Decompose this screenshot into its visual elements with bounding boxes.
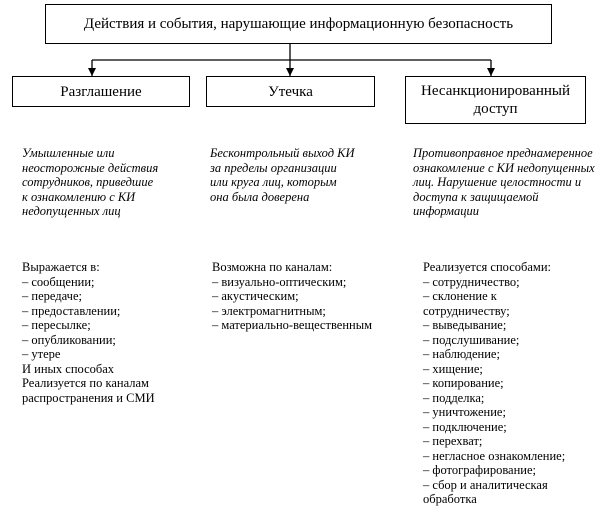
details-line: – опубликовании; (22, 332, 116, 347)
details-line: И иных способах (22, 361, 115, 376)
details-line: – выведывание; (423, 318, 507, 332)
details-line: сотрудничеству; (423, 303, 510, 318)
details-line: – хищение; (423, 361, 483, 376)
description-line: она была доверена (210, 189, 310, 204)
description-line: ознакомление с КИ недопущенных (413, 160, 595, 175)
details-line: – фотографирование; (423, 463, 537, 477)
description-line: или круга лиц, которым (210, 175, 337, 189)
category-title-line: доступ (473, 101, 518, 117)
description-line: сотрудников, приведшие (22, 175, 154, 189)
category-title (268, 83, 313, 101)
details-line: – акустическим; (212, 289, 299, 303)
details-line: – пересылке; (22, 318, 91, 332)
details-line: – подслушивание; (423, 332, 520, 347)
details-line: распространения и СМИ (22, 390, 155, 405)
details-line: – склонение к (423, 289, 497, 303)
details-line: Реализуется способами: (423, 260, 551, 274)
description-line: Противоправное преднамеренное (413, 146, 593, 160)
details-unauthorized-access (423, 260, 565, 507)
details-line: Выражается в: (22, 260, 100, 274)
details-line: – перехват; (423, 434, 483, 448)
category-box-disclosure (12, 76, 190, 107)
details-line: – копирование; (423, 376, 504, 390)
details-line: – электромагнитным; (212, 303, 326, 318)
description-line: доступа к защищаемой (413, 189, 539, 204)
details-line: – сообщении; (22, 274, 95, 289)
category-title (60, 83, 141, 101)
category-title-line: Несанкционированный (421, 83, 570, 99)
details-line: – наблюдение; (423, 347, 500, 361)
details-line: – сотрудничество; (423, 274, 520, 289)
category-box-leak (206, 76, 375, 107)
details-line: – предоставлении; (22, 303, 121, 318)
description-line: к ознакомлению с КИ (22, 189, 136, 204)
description-line: Умышленные или (22, 146, 115, 160)
details-line: – визуально-оптическим; (212, 274, 347, 289)
category-title (421, 82, 570, 118)
root-label: Действия и события, нарушающие информационную безопасность (83, 16, 514, 32)
details-line: – материально-вещественным (212, 318, 373, 332)
description-line: информации (413, 204, 480, 218)
details-line: – утере (22, 347, 61, 361)
description-line: лиц. Нарушение целостности и (413, 175, 582, 189)
description-unauthorized-access (413, 146, 595, 219)
details-line: Возможна по каналам: (212, 260, 333, 274)
description-disclosure (22, 146, 158, 219)
category-title-line: Утечка (268, 83, 313, 100)
details-line: обработка (423, 492, 477, 506)
details-disclosure (22, 260, 155, 405)
details-leak (212, 260, 372, 333)
description-line: неосторожные действия (22, 160, 159, 175)
category-box-unauthorized-access (405, 76, 586, 124)
description-leak (210, 146, 355, 204)
details-line: – сбор и аналитическая (423, 477, 548, 492)
category-title-line: Разглашение (60, 83, 142, 100)
description-line: Бесконтрольный выход КИ (210, 146, 355, 160)
details-line: – передаче; (22, 289, 82, 303)
details-line: – подделка; (423, 390, 485, 405)
description-line: недопущенных лиц (22, 204, 121, 218)
details-line: – подключение; (423, 419, 507, 434)
details-line: Реализуется по каналам (22, 376, 149, 390)
description-line: за пределы организации (210, 160, 337, 175)
details-line: – негласное ознакомление; (423, 448, 566, 463)
root-box (45, 4, 552, 44)
details-line: – уничтожение; (423, 405, 506, 419)
